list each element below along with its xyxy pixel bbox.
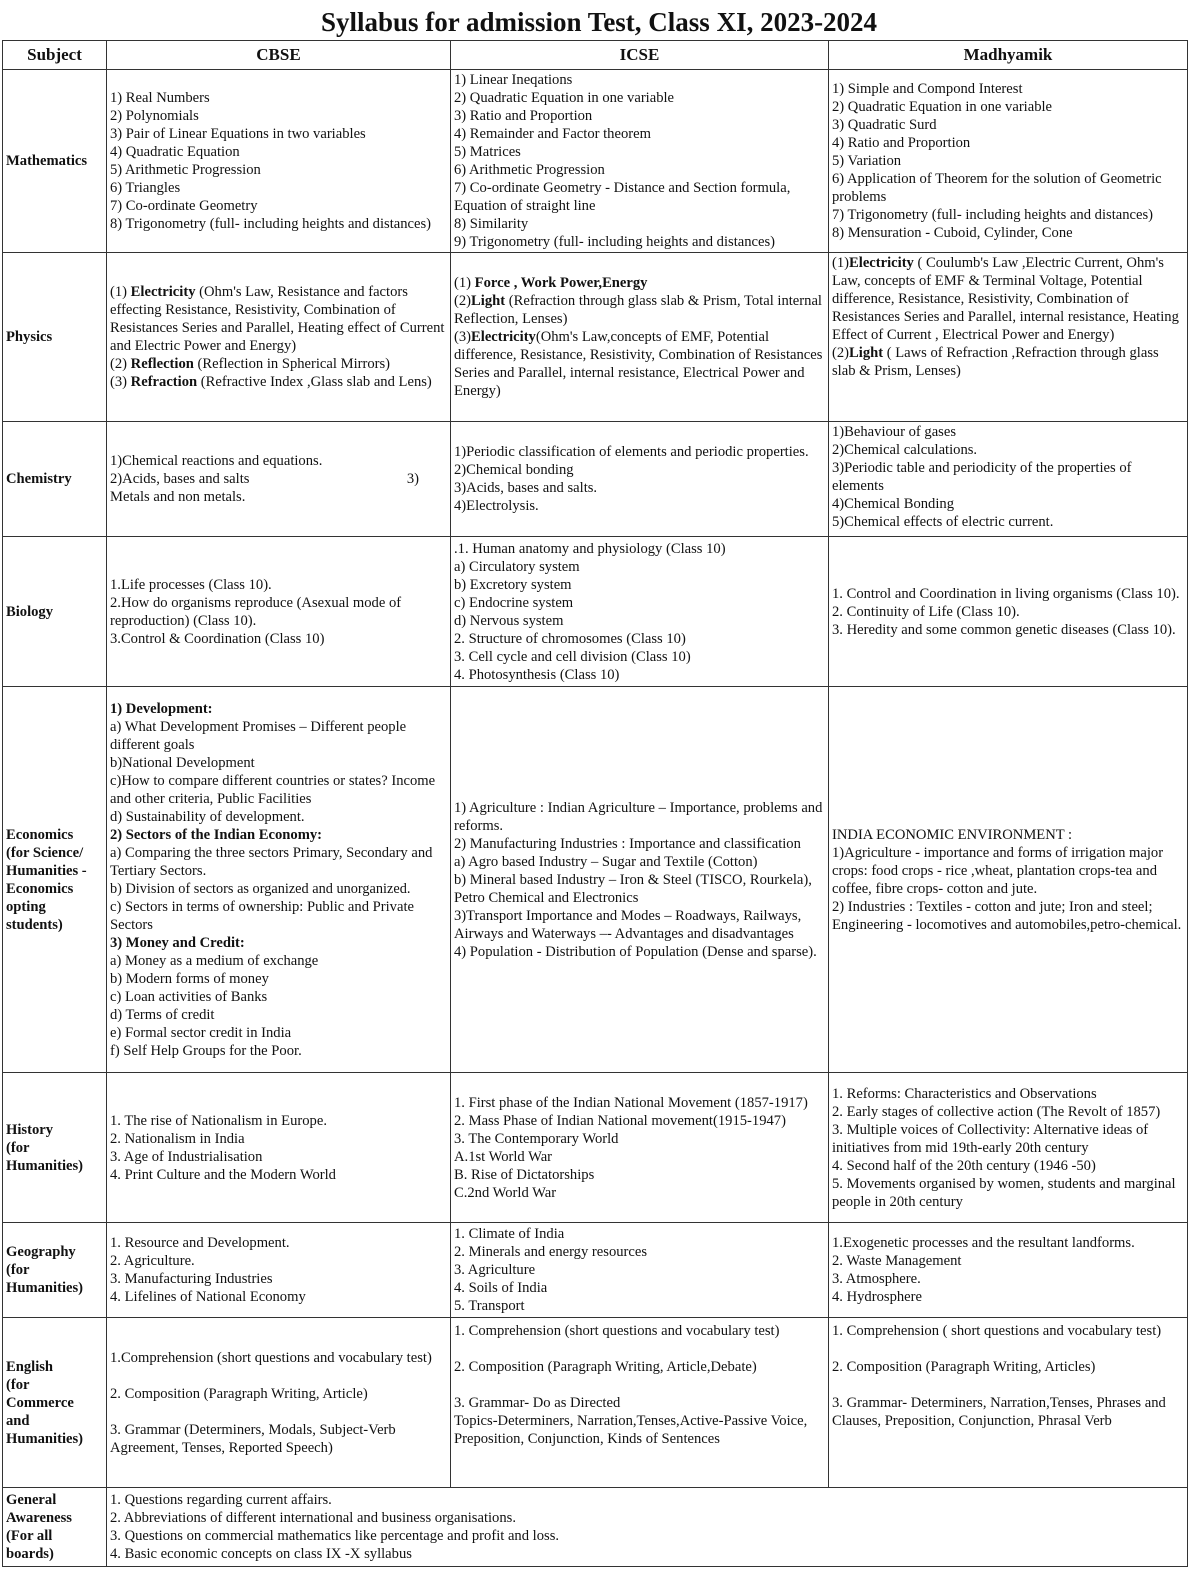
- list-item: 2. Continuity of Life (Class 10).: [832, 603, 1020, 620]
- list-item: 3. Agriculture: [454, 1262, 536, 1278]
- list-item: f) Self Help Groups for the Poor.: [110, 1042, 302, 1059]
- row-mathematics: [3, 70, 1188, 253]
- list-item: 2) Manufacturing Industries : Importance and classification: [454, 835, 801, 852]
- list-item: 2. Early stages of collective action (The Revolt of 1857): [832, 1103, 1161, 1120]
- list-item: 3) Quadratic Surd: [832, 117, 937, 133]
- icse-english: [451, 1318, 829, 1488]
- list-item: b) Mineral based Industry – Iron & Steel (TISCO, Rourkela), Petro Chemical and Electronics: [454, 871, 812, 906]
- list-item: b) Excretory system: [454, 576, 572, 593]
- list-item: 4. Hydrosphere: [832, 1289, 922, 1305]
- list-item: 3) Pair of Linear Equations in two variables: [110, 126, 366, 142]
- list-item: 2) Polynomials: [110, 108, 199, 124]
- list-item: 2. Mass Phase of Indian National movement(1915-1947): [454, 1112, 786, 1129]
- list-item: 3. Grammar (Determiners, Modals, Subject-Verb Agreement, Tenses, Reported Speech): [110, 1421, 396, 1456]
- list-item: 7) Co-ordinate Geometry - Distance and Section formula, Equation of straight line: [454, 180, 791, 214]
- list-item: 4. Second half of the 20th century (1946 -50): [832, 1157, 1096, 1174]
- list-item: 3)Acids, bases and salts.: [454, 480, 598, 496]
- list-item: 3) Ratio and Proportion: [454, 108, 593, 124]
- list-item: 4. Lifelines of National Economy: [110, 1289, 306, 1305]
- madhyamik-economics: [829, 687, 1188, 1073]
- list-item: 3)Transport Importance and Modes – Roadways, Railways, Airways and Waterways –- Advantages and disadvantages: [454, 907, 802, 942]
- madhyamik-physics: [829, 253, 1188, 422]
- subject-economics: Economics (for Science/ Humanities - Economics opting students): [3, 687, 107, 1073]
- list-item: (2) Reflection (Reflection in Spherical Mirrors): [110, 356, 391, 372]
- list-item: 7) Trigonometry (full- including heights and distances): [832, 207, 1154, 223]
- list-item: 3. Atmosphere.: [832, 1271, 921, 1287]
- cbse-economics: [107, 687, 451, 1073]
- cbse-geography: [107, 1223, 451, 1318]
- subject-biology: Biology: [3, 537, 107, 687]
- list-item: 2. Nationalism in India: [110, 1130, 245, 1147]
- icse-biology: [451, 537, 829, 687]
- list-item: 1)Chemical reactions and equations.: [110, 453, 323, 469]
- list-item: 2) Industries : Textiles - cotton and jute; Iron and steel; Engineering - locomotives and automobiles,petro-chemical.: [832, 898, 1182, 933]
- icse-mathematics: [451, 70, 829, 253]
- list-item: 6) Application of Theorem for the solution of Geometric problems: [832, 171, 1162, 205]
- list-item: (1) Electricity (Ohm's Law, Resistance and factors effecting Resistance, Resistivity, Combination of Resistances Series and Parallel, Heating effect of Current and Electric Power and Energy): [110, 284, 445, 354]
- list-item: (1)Electricity ( Coulumb's Law ,Electric Current, Ohm's Law, concepts of EMF & Terminal Voltage, Potential difference, Resistance, Resistivity, Combination of Resistances Series and Parallel, internal resistance, Heating Effect of Current , Electrical Power and Energy): [832, 255, 1179, 343]
- row-physics: [3, 253, 1188, 422]
- madhyamik-english: [829, 1318, 1188, 1488]
- section-heading: 1) Development:: [110, 700, 213, 717]
- list-item: 2. Composition (Paragraph Writing, Article): [110, 1385, 368, 1402]
- list-item: 3. The Contemporary World: [454, 1130, 619, 1147]
- list-item: .1. Human anatomy and physiology (Class 10): [454, 540, 726, 557]
- row-english: [3, 1318, 1188, 1488]
- list-item: 4. Basic economic concepts on class IX -X syllabus: [110, 1546, 412, 1562]
- subject-english: English (for Commerce and Humanities): [3, 1318, 107, 1488]
- header-madhyamik: Madhyamik: [829, 41, 1188, 70]
- list-item: a) Comparing the three sectors Primary, Secondary and Tertiary Sectors.: [110, 844, 433, 879]
- list-item: 4) Quadratic Equation: [110, 144, 240, 160]
- list-item: c) Endocrine system: [454, 594, 574, 611]
- header-row: [3, 41, 1188, 70]
- list-item: a) Circulatory system: [454, 558, 580, 575]
- list-item: 2. Agriculture.: [110, 1253, 195, 1269]
- list-item: 1. Questions regarding current affairs.: [110, 1492, 332, 1508]
- list-item: A.1st World War: [454, 1148, 553, 1165]
- list-item: 5)Chemical effects of electric current.: [832, 514, 1054, 530]
- list-item: 1. Control and Coordination in living organisms (Class 10).: [832, 585, 1180, 602]
- list-item: 2. Minerals and energy resources: [454, 1244, 648, 1260]
- list-item: INDIA ECONOMIC ENVIRONMENT :: [832, 826, 1073, 843]
- list-item: 3)Periodic table and periodicity of the properties of elements: [832, 460, 1132, 494]
- icse-geography: [451, 1223, 829, 1318]
- list-item: 1) Simple and Compond Interest: [832, 81, 1023, 97]
- page-title: Syllabus for admission Test, Class XI, 2023-2024: [320, 7, 878, 37]
- list-item: (1) Force , Work Power,Energy: [454, 275, 648, 291]
- list-item: C.2nd World War: [454, 1184, 557, 1201]
- list-item: 1) Real Numbers: [110, 90, 210, 106]
- list-item: 1. First phase of the Indian National Movement (1857-1917): [454, 1094, 808, 1111]
- section-heading: 3) Money and Credit:: [110, 934, 245, 951]
- list-item: 4. Photosynthesis (Class 10): [454, 666, 620, 683]
- madhyamik-geography: [829, 1223, 1188, 1318]
- list-item: 3. Heredity and some common genetic diseases (Class 10).: [832, 621, 1176, 638]
- list-item: 1. Comprehension (short questions and vocabulary test): [454, 1323, 780, 1339]
- list-item: d) Sustainability of development.: [110, 808, 305, 825]
- list-item: 6) Triangles: [110, 180, 181, 196]
- list-item: 2) Quadratic Equation in one variable: [832, 99, 1053, 115]
- list-item: b) Modern forms of money: [110, 970, 269, 987]
- list-item: 2.How do organisms reproduce (Asexual mode of reproduction) (Class 10).: [110, 594, 402, 629]
- list-item: 2) Quadratic Equation in one variable: [454, 90, 675, 106]
- list-item: 5. Transport: [454, 1298, 525, 1314]
- list-item: 3.Control & Coordination (Class 10): [110, 630, 325, 647]
- cbse-chemistry: [107, 422, 451, 537]
- list-item: 2)Chemical calculations.: [832, 442, 978, 458]
- list-item: 2. Abbreviations of different international and business organisations.: [110, 1510, 516, 1526]
- list-item: 9) Trigonometry (full- including heights and distances): [454, 234, 776, 250]
- list-item: 3. Grammar- Determiners, Narration,Tenses, Phrases and Clauses, Preposition, Conjunction, Phrasal Verb: [832, 1395, 1166, 1429]
- cbse-biology: [107, 537, 451, 687]
- list-item: 1. Resource and Development.: [110, 1235, 290, 1251]
- list-item: 1.Exogenetic processes and the resultant landforms.: [832, 1235, 1135, 1251]
- row-economics: [3, 687, 1188, 1073]
- subject-geography: Geography (for Humanities): [3, 1223, 107, 1318]
- list-item: 5. Movements organised by women, students and marginal people in 20th century: [832, 1175, 1176, 1210]
- list-item: 1. Climate of India: [454, 1226, 565, 1242]
- list-item: d) Nervous system: [454, 612, 564, 629]
- list-item: 2. Structure of chromosomes (Class 10): [454, 630, 686, 647]
- subject-history: History (for Humanities): [3, 1073, 107, 1223]
- list-item: 4. Soils of India: [454, 1280, 548, 1296]
- list-item: 4. Print Culture and the Modern World: [110, 1166, 336, 1183]
- list-item: 3. Manufacturing Industries: [110, 1271, 273, 1287]
- icse-chemistry: [451, 422, 829, 537]
- subject-physics: Physics: [3, 253, 107, 422]
- list-item: 5) Variation: [832, 153, 902, 169]
- list-item: (2)Light ( Laws of Refraction ,Refraction through glass slab & Prism, Lenses): [832, 345, 1159, 379]
- icse-economics: [451, 687, 829, 1073]
- list-item: 1) Linear Ineqations: [454, 72, 573, 88]
- list-item: c) Loan activities of Banks: [110, 988, 268, 1005]
- subject-mathematics: Mathematics: [3, 70, 107, 253]
- madhyamik-history: [829, 1073, 1188, 1223]
- madhyamik-biology: [829, 537, 1188, 687]
- list-item: 2. Waste Management: [832, 1253, 962, 1269]
- list-item: 7) Co-ordinate Geometry: [110, 198, 258, 214]
- list-item: B. Rise of Dictatorships: [454, 1166, 595, 1183]
- list-item: a) Money as a medium of exchange: [110, 952, 319, 969]
- header-icse: ICSE: [451, 41, 829, 70]
- list-item: 4) Population - Distribution of Population (Dense and sparse).: [454, 943, 817, 960]
- list-item: 8) Mensuration - Cuboid, Cylinder, Cone: [832, 225, 1073, 241]
- list-item: 3. Cell cycle and cell division (Class 10): [454, 648, 691, 665]
- list-item: 2)Chemical bonding: [454, 462, 574, 478]
- list-item: c)How to compare different countries or states? Income and other criteria, Public Facilities: [110, 772, 436, 807]
- header-subject: Subject: [3, 41, 107, 70]
- list-item: 4) Ratio and Proportion: [832, 135, 971, 151]
- section-heading: 2) Sectors of the Indian Economy:: [110, 826, 323, 843]
- madhyamik-mathematics: [829, 70, 1188, 253]
- list-item: 1. The rise of Nationalism in Europe.: [110, 1112, 327, 1129]
- list-item: 1. Comprehension ( short questions and vocabulary test): [832, 1323, 1162, 1339]
- list-item: 1.Life processes (Class 10).: [110, 576, 272, 593]
- list-item: 3. Age of Industrialisation: [110, 1148, 263, 1165]
- list-item: (2)Light (Refraction through glass slab & Prism, Total internal Reflection, Lenses): [454, 293, 822, 327]
- list-item: c) Sectors in terms of ownership: Public and Private Sectors: [110, 898, 414, 933]
- row-geography: [3, 1223, 1188, 1318]
- general-awareness-topics: [107, 1488, 1188, 1567]
- cbse-mathematics: [107, 70, 451, 253]
- list-item: 2. Composition (Paragraph Writing, Articles): [832, 1359, 1096, 1375]
- list-item: 2. Composition (Paragraph Writing, Article,Debate): [454, 1359, 757, 1375]
- list-item: (3)Electricity(Ohm's Law,concepts of EMF, Potential difference, Resistance, Resistivity, Combination of Resistances Series and Parallel, internal resistance, Electrical Power and Energy): [454, 329, 823, 399]
- list-item: 5) Matrices: [454, 144, 521, 160]
- row-general-awareness: [3, 1488, 1188, 1567]
- row-chemistry: [3, 422, 1188, 537]
- list-item: 8) Trigonometry (full- including heights and distances): [110, 216, 432, 232]
- subject-chemistry: Chemistry: [3, 422, 107, 537]
- list-item: 1.Comprehension (short questions and vocabulary test): [110, 1349, 432, 1366]
- list-item: Topics-Determiners, Narration,Tenses,Active-Passive Voice, Preposition, Conjunction, Kinds of Sentences: [454, 1413, 808, 1447]
- cbse-english: [107, 1318, 451, 1488]
- syllabus-table: [2, 40, 1188, 1567]
- list-item: 4)Electrolysis.: [454, 498, 539, 514]
- row-history: [3, 1073, 1188, 1223]
- list-item: d) Terms of credit: [110, 1006, 215, 1023]
- list-item: b) Division of sectors as organized and unorganized.: [110, 880, 411, 897]
- list-item: 1) Agriculture : Indian Agriculture – Importance, problems and reforms.: [454, 799, 823, 834]
- list-item: b)National Development: [110, 754, 255, 771]
- list-item: a) Agro based Industry – Sugar and Textile (Cotton): [454, 853, 758, 870]
- list-item: 6) Arithmetic Progression: [454, 162, 605, 178]
- list-item: 1)Agriculture - importance and forms of irrigation major crops: food crops - rice ,wheat, plantation crops-tea and coffee, fibre crops- cotton and jute.: [832, 844, 1164, 897]
- list-item: 5) Arithmetic Progression: [110, 162, 261, 178]
- list-item: a) What Development Promises – Different people different goals: [110, 718, 407, 753]
- list-item: e) Formal sector credit in India: [110, 1024, 292, 1041]
- list-item: (3) Refraction (Refractive Index ,Glass slab and Lens): [110, 374, 432, 390]
- list-item: 1)Periodic classification of elements and periodic properties.: [454, 444, 809, 460]
- header-cbse: CBSE: [107, 41, 451, 70]
- list-item: 3. Grammar- Do as Directed: [454, 1395, 621, 1411]
- list-item: 4)Chemical Bonding: [832, 496, 955, 512]
- row-biology: [3, 537, 1188, 687]
- list-item: 8) Similarity: [454, 216, 529, 232]
- list-item: 3. Multiple voices of Collectivity: Alternative ideas of initiatives from mid 19th-early 20th century: [832, 1121, 1149, 1156]
- list-item: 1)Behaviour of gases: [832, 424, 957, 440]
- list-item: 3. Questions on commercial mathematics like percentage and profit and loss.: [110, 1528, 560, 1544]
- list-item: 4) Remainder and Factor theorem: [454, 126, 651, 142]
- list-item: 1. Reforms: Characteristics and Observations: [832, 1085, 1097, 1102]
- list-item: Metals and non metals.: [110, 489, 246, 505]
- icse-history: [451, 1073, 829, 1223]
- madhyamik-chemistry: [829, 422, 1188, 537]
- subject-general-awareness: General Awareness (For all boards): [3, 1488, 107, 1567]
- icse-physics: [451, 253, 829, 422]
- cbse-history: [107, 1073, 451, 1223]
- cbse-physics: [107, 253, 451, 422]
- list-item: 2)Acids, bases and salts 3): [110, 471, 419, 487]
